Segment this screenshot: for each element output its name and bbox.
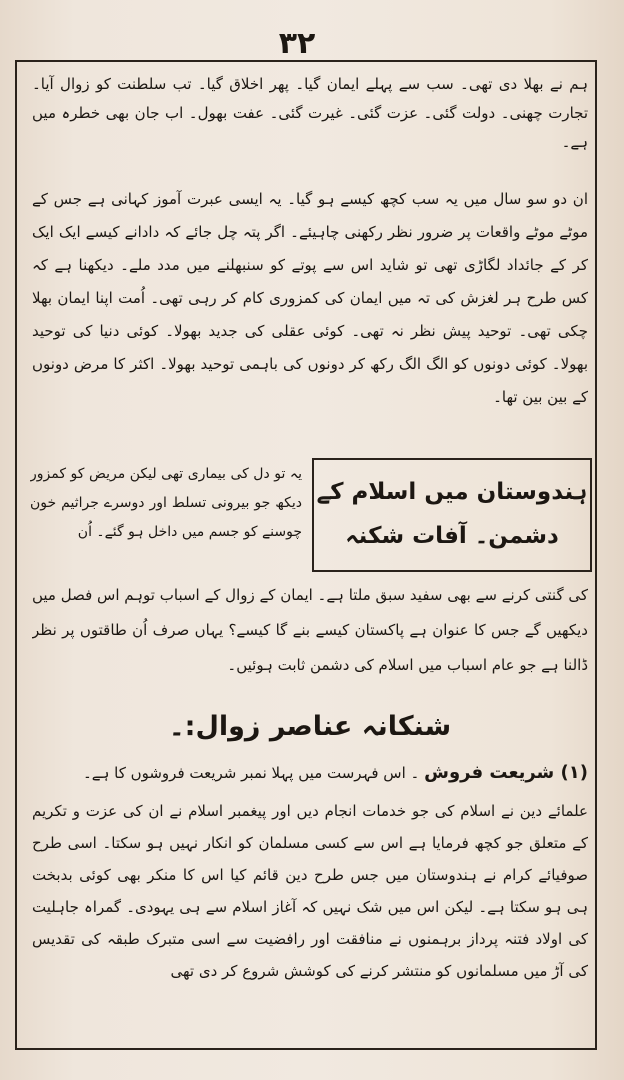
side-paragraph: یہ تو دل کی بیماری تھی لیکن مریض کو کمزور دیکھ جو بیرونی تسلط اور دوسرے جراثیم خون چوسنے کو جسم میں داخل ہو گئے۔ اُن: [30, 466, 302, 540]
paragraph-3: کی گنتی کرنے سے بھی سفید سبق ملتا ہے۔ ایمان کے زوال کے اسباب توہم اس فصل میں دیکھیں گے جس کا عنوان ہے پاکستان کیسے بنے گا کیسے؟ یہاں صرف اُن طاقتوں پر نظر ڈالنا ہے جو عام اسباب میں اسلام کی دشمن ثابت ہوئیں۔: [32, 586, 588, 674]
page-number: ۳۲: [278, 26, 316, 61]
item-1-line: [32, 757, 588, 793]
boxed-heading: ہندوستان میں اسلام کے دشمن۔ آفات شکنہ: [312, 458, 592, 572]
item-1-lead: ۔ اس فہرست میں پہلا نمبر شریعت فروشوں کا ہے۔: [82, 764, 420, 782]
paragraph-2: ان دو سو سال میں یہ سب کچھ کیسے ہو گیا۔ یہ ایسی عبرت آموز کہانی ہے جس کے موٹے موٹے واقعات پر ضرور نظر رکھنی چاہیئے۔ اگر پتہ چل جائے کہ دادانے کیسے ایک ایک کر کے جائداد لگاڑی تھی تو شاید اس سے پوتے کو سنبھلنے میں مدد ملے۔ دیکھنا ہے کہ کس طرح ہر لغزش کی تہ میں ایمان کی کمزوری کام کر رہی تھی۔ اُمت اپنا ایمان بھلا چکی تھی۔ توحید پیش نظر نہ تھی۔ کوئی عقلی کی جدید بھولا۔ کوئی دنیا کی توحید بھولا۔ کوئی دونوں کو الگ الگ رکھ کر دونوں کی باہمی توحید بھولا۔ اکثر کا مرض دونوں کے بین بین تھا۔: [32, 190, 588, 406]
item-1-heading: (۱) شریعت فروش: [424, 762, 588, 783]
paragraph-4: علمائے دین نے اسلام کی جو خدمات انجام دیں اور پیغمبر اسلام نے ان کی عزت و تکریم کے متعلق جو کچھ فرمایا ہے اس سے کسی مسلمان کو انکار نہیں ہو سکتا۔ اسی طرح صوفیائے کرام نے ہندوستان میں جس طرح دین قائم کیا اس کا منکر بھی کوئی بدبخت ہی ہو سکتا ہے۔ لیکن اس میں شک نہیں کہ آغاز اسلام سے ہی یہودی۔ گمراہ جاہلیت کی اولاد فتنہ پرداز برہمنوں نے منافقت اور رافضیت سے اسی متبرک طبقہ کی تقدیس کی آڑ میں مسلمانوں کو منتشر کرنے کی کوشش شروع کر دی تھی: [32, 802, 588, 980]
section-title: شنکانہ عناصر زوال:۔: [168, 711, 452, 742]
paragraph-1: ہم نے بھلا دی تھی۔ سب سے پہلے ایمان گیا۔ پھر اخلاق گیا۔ تب سلطنت کو زوال آیا۔ تجارت چھنی۔ دولت گئی۔ عزت گئی۔ غیرت گئی۔ عفت بھول۔ اب جان بھی خطرہ میں ہے۔: [32, 75, 588, 151]
